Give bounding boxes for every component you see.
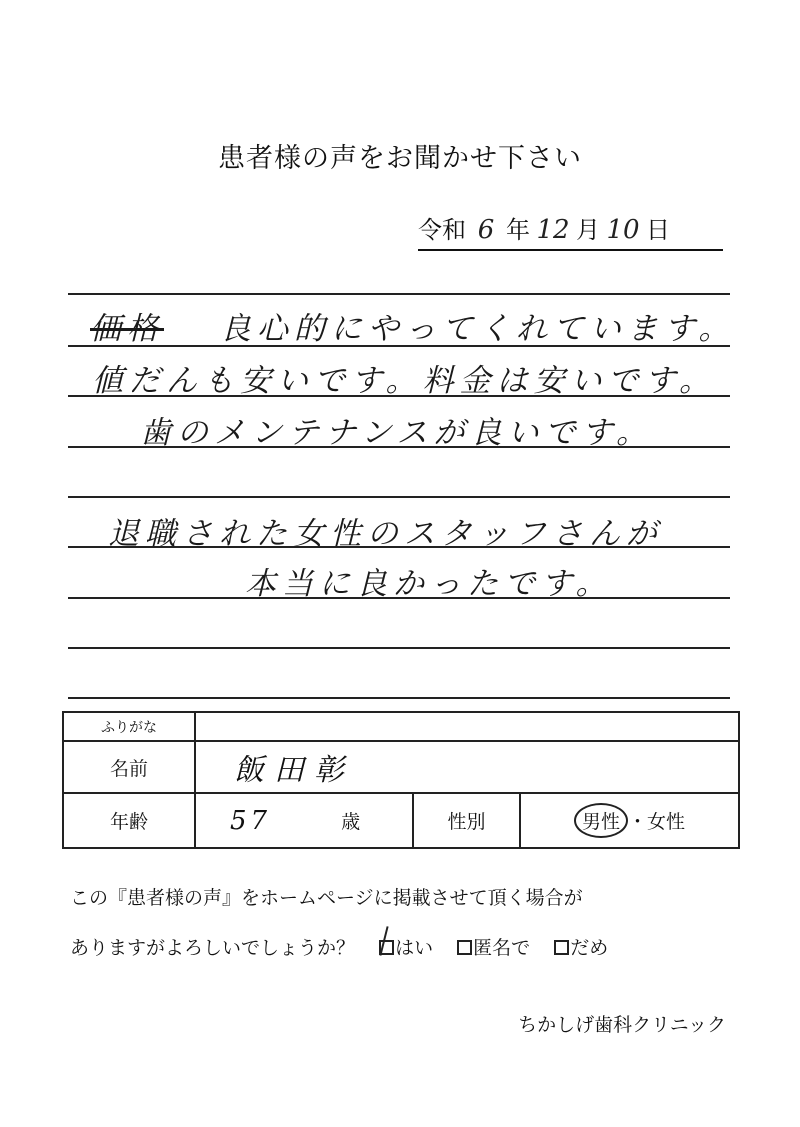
comment-rule xyxy=(68,697,730,699)
comment-text: 良心的にやってくれています。 xyxy=(219,311,736,347)
age-value: 57 xyxy=(230,805,272,836)
date-era: 令和 xyxy=(418,216,466,244)
name-label: 名前 xyxy=(109,757,148,780)
gender-field[interactable] xyxy=(519,794,738,847)
date-year: 6 xyxy=(477,215,495,245)
page-title: 患者様の声をお聞かせ下さい xyxy=(218,143,582,174)
consent-question-line-2: ありますがよろしいでしょうか？ xyxy=(70,937,356,959)
consent-option-no[interactable]: だめ xyxy=(554,933,608,960)
date-day-unit: 日 xyxy=(646,216,670,244)
age-field[interactable] xyxy=(194,794,412,847)
comment-line-5: 本当に良かったです。 xyxy=(245,566,613,602)
date-day: 10 xyxy=(606,215,640,245)
gender-label: 性別 xyxy=(412,794,519,847)
gender-option-female[interactable]: 女性 xyxy=(647,811,686,833)
comment-rule xyxy=(68,647,730,649)
name-field[interactable]: 飯田彰 xyxy=(194,742,738,792)
age-gender-row xyxy=(64,792,738,847)
age-label: 年齢 xyxy=(109,811,148,833)
furigana-label: ふりがな xyxy=(101,719,157,736)
consent-option-yes[interactable]: はい xyxy=(379,933,433,960)
consent-question xyxy=(70,933,608,960)
furigana-row xyxy=(64,713,738,740)
date-year-unit: 年 xyxy=(506,216,530,244)
name-row xyxy=(64,740,738,792)
date-month: 12 xyxy=(536,215,570,245)
comment-line-1 xyxy=(90,303,735,348)
furigana-field[interactable] xyxy=(194,713,738,740)
comment-line-4: 退職された女性のスタッフさんが xyxy=(108,516,663,552)
clinic-name: ちかしげ歯科クリニック xyxy=(518,1014,726,1036)
comment-rule xyxy=(68,293,730,295)
comment-rule xyxy=(68,496,730,498)
comment-struck-word: 価格 xyxy=(90,311,164,347)
checkbox-icon[interactable] xyxy=(554,940,569,955)
comment-line-3: 歯のメンテナンスが良いです。 xyxy=(140,415,654,451)
date-field xyxy=(418,210,723,251)
age-unit: 歳 xyxy=(341,811,361,833)
gender-separator: ・ xyxy=(627,811,647,833)
consent-question-line-1: この『患者様の声』をホームページに掲載させて頂く場合が xyxy=(70,887,583,909)
consent-option-anonymous[interactable]: 匿名で xyxy=(457,933,530,960)
comment-line-2: 値だんも安いです。料金は安いです。 xyxy=(92,363,717,399)
gender-option-male[interactable]: 男性 xyxy=(574,803,628,838)
checkbox-checked-icon[interactable] xyxy=(379,940,394,955)
patient-info-table xyxy=(62,711,740,849)
checkbox-icon[interactable] xyxy=(457,940,472,955)
date-month-unit: 月 xyxy=(576,216,600,244)
